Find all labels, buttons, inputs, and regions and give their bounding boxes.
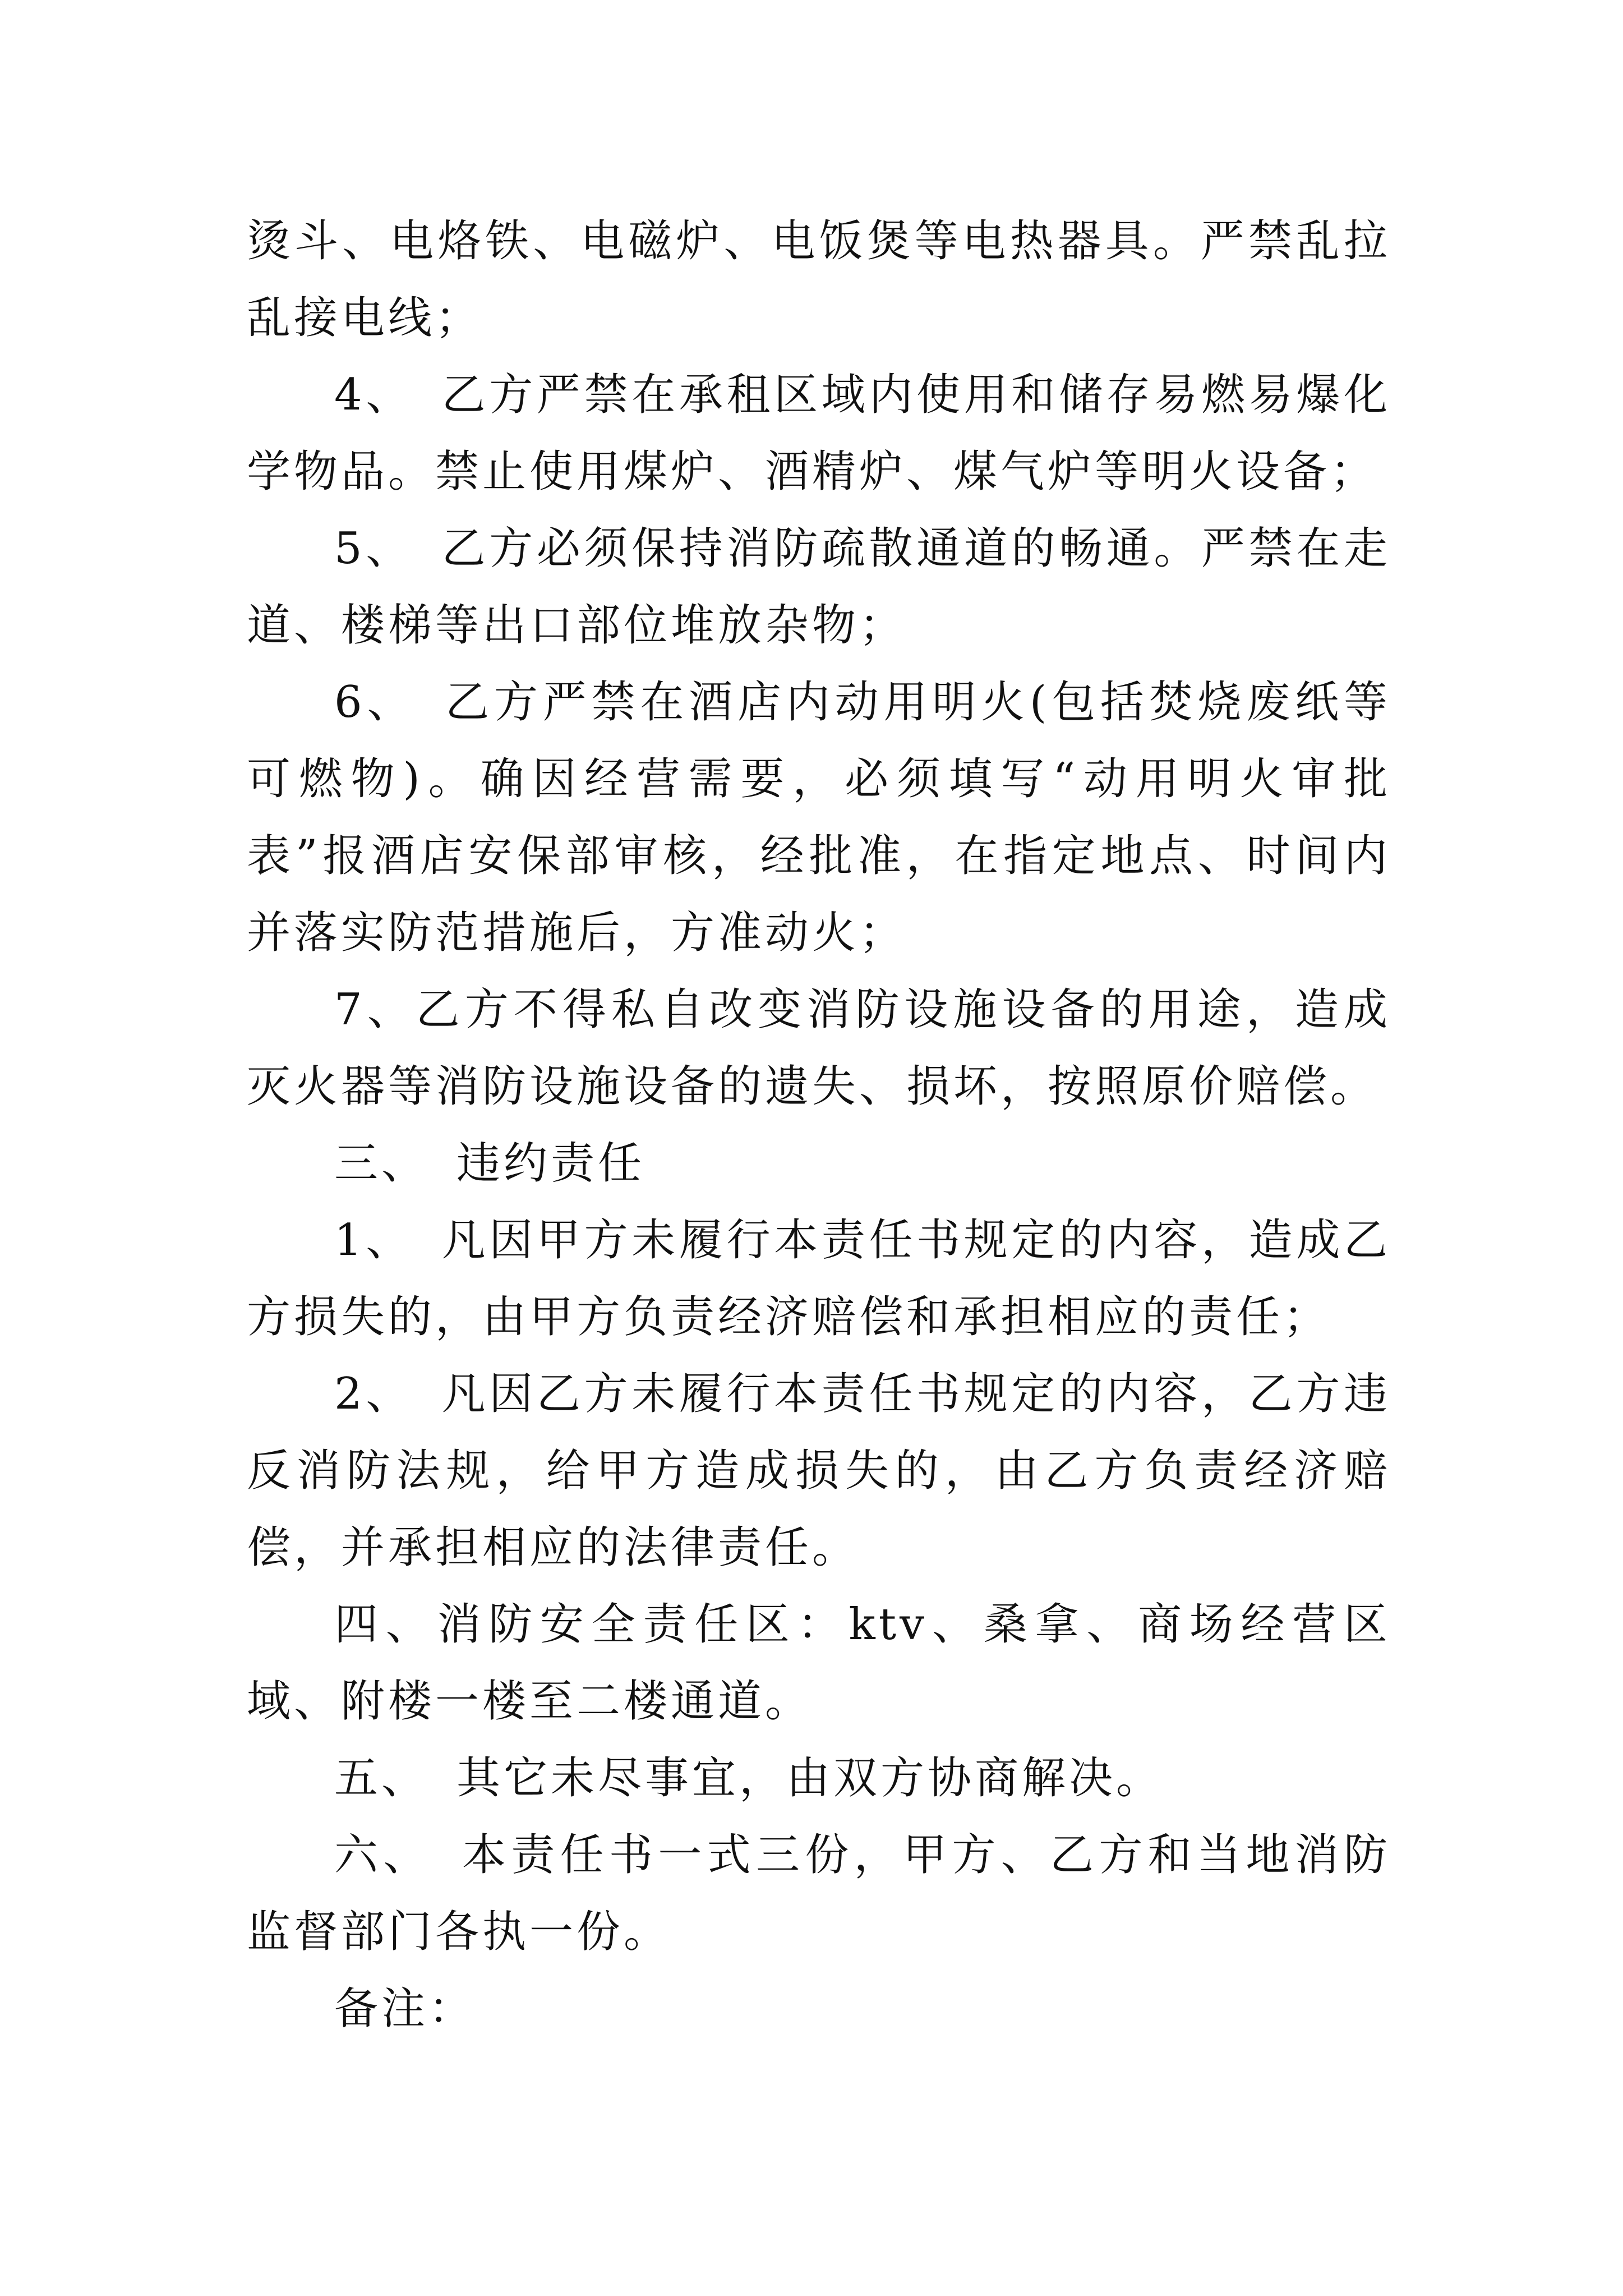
paragraph-item-1 <box>247 1202 1391 1356</box>
paragraph-continuation <box>247 203 1391 357</box>
section-heading-3 <box>247 1125 1391 1202</box>
paragraph-text: 凡因乙方未履行本责任书规定的内容，乙方违反消防法规，给甲方造成损失的，由乙方负责经济赔偿，并承担相应的法律责任。 <box>247 1369 1391 1573</box>
section-heading-4 <box>247 1586 1391 1740</box>
paragraph-item-5 <box>247 510 1391 664</box>
section-title: 违约责任 <box>457 1138 645 1189</box>
paragraph-number: 5、 <box>334 523 413 574</box>
paragraph-text: 乙方必须保持消防疏散通道的畅通。严禁在走道、楼梯等出口部位堆放杂物； <box>247 523 1391 651</box>
section-number: 五、 <box>334 1753 429 1803</box>
paragraph-number: 6、 <box>334 677 416 728</box>
section-number: 六、 <box>334 1830 432 1880</box>
remarks-label <box>247 1971 1391 2047</box>
paragraph-item-7 <box>247 972 1391 1125</box>
paragraph-number: 4、 <box>334 370 413 420</box>
paragraph-text: 凡因甲方未履行本责任书规定的内容，造成乙方损失的，由甲方负责经济赔偿和承担相应的责任； <box>247 1215 1391 1342</box>
paragraph-item-4 <box>247 357 1391 510</box>
paragraph-text: 烫斗、电烙铁、电磁炉、电饭煲等电热器具。严禁乱拉乱接电线； <box>247 216 1391 343</box>
paragraph-text: 四、消防安全责任区：ktv、桑拿、商场经营区域、附楼一楼至二楼通道。 <box>247 1599 1391 1727</box>
paragraph-item-2 <box>247 1356 1391 1586</box>
section-heading-6 <box>247 1817 1391 1971</box>
paragraph-text: 其它未尽事宜，由双方协商解决。 <box>457 1753 1164 1803</box>
paragraph-text: 7、乙方不得私自改变消防设施设备的用途，造成灭火器等消防设施设备的遗失、损坏，按照原价赔偿。 <box>247 984 1391 1112</box>
section-number: 三、 <box>334 1138 429 1189</box>
paragraph-text: 本责任书一式三份，甲方、乙方和当地消防监督部门各执一份。 <box>247 1830 1391 1957</box>
document-body <box>247 203 1391 2047</box>
paragraph-number: 2、 <box>334 1369 413 1419</box>
paragraph-text: 乙方严禁在酒店内动用明火(包括焚烧废纸等可燃物)。确因经营需要，必须填写“动用明火审批表”报酒店安保部审核，经批准，在指定地点、时间内并落实防范措施后，方准动火； <box>247 677 1391 958</box>
paragraph-text: 备注： <box>334 1984 476 2034</box>
paragraph-item-6 <box>247 664 1391 972</box>
paragraph-number: 1、 <box>334 1215 413 1266</box>
section-heading-5 <box>247 1740 1391 1817</box>
paragraph-text: 乙方严禁在承租区域内使用和储存易燃易爆化学物品。禁止使用煤炉、酒精炉、煤气炉等明火设备； <box>247 370 1391 497</box>
